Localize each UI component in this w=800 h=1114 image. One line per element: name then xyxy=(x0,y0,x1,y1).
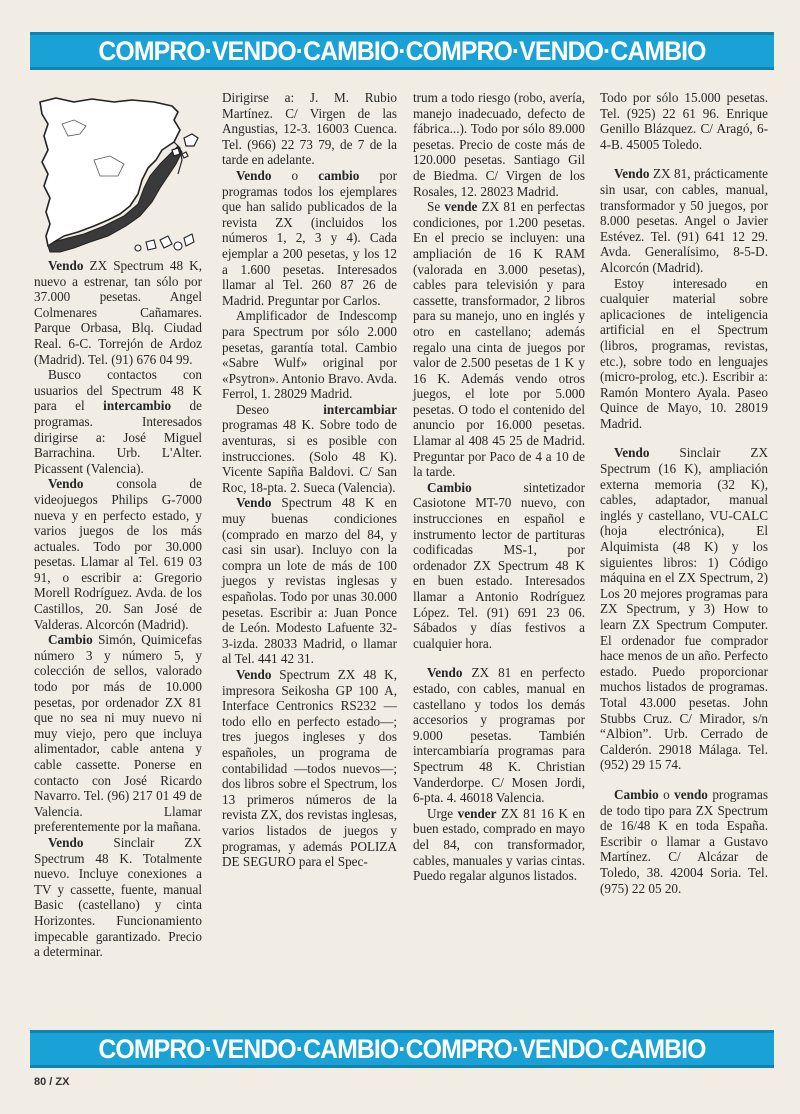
ad-continued: Todo por sólo 15.000 pesetas. Tel. (925) 22 61 96. Enrique Genillo Blázquez. C/ Aragó, 6-4-B. 45005 Toledo. xyxy=(600,90,768,152)
column-1 xyxy=(34,90,202,960)
top-banner xyxy=(30,32,774,70)
ad-continued: trum a todo riesgo (robo, avería, manejo inadecuado, defecto de fábrica...). Todo por sólo 89.000 pesetas. Precio de coste más de 120.000 pesetas. Santiago Gil de Biedma. C/ Virgen de los Rosales, 12. 28023 Madrid. xyxy=(413,90,585,199)
ad-continued: Dirigirse a: J. M. Rubio Martínez. C/ Virgen de las Angustias, 12-3. 16003 Cuenca. Tel. (966) 22 73 79, de 7 de la tarde en adelante. xyxy=(222,90,397,168)
bottom-banner xyxy=(30,1030,774,1068)
ad-7: Amplificador de Indescomp para Spectrum por sólo 2.000 pesetas, garantía total. Cambio «Sabre Wulf» original por «Psytron». Antonio Bravo. Avda. Ferrol, 1. 28029 Madrid. xyxy=(222,308,397,402)
spain-map-icon xyxy=(34,90,202,258)
bottom-banner-text: COMPRO·VENDO·CAMBIO·COMPRO·VENDO·CAMBIO xyxy=(98,1033,706,1064)
ad-2: Busco contactos con usuarios del Spectrum 48 K para el intercambio de programas. Interesados dirigirse a: José Miguel Barrachina. Urb. L'Alter. Picassent (Valencia). xyxy=(34,367,202,476)
ad-13: Vendo ZX 81 en perfecto estado, con cables, manual en castellano y todos los demás accesorios y programas por 9.000 pesetas. También intercambiaría programas para Spectrum 48 K. Christian Vanderdorpe. C/ Mosen Jordi, 6-pta. 4. 46018 Valencia. xyxy=(413,665,585,806)
ad-18: Cambio o vendo programas de todo tipo para ZX Spectrum de 16/48 K en toda España. Escribir o llamar a Gustavo Martínez. C/ Alcázar de Toledo, 38. 42004 Soria. Tel. (975) 22 05 20. xyxy=(600,786,768,896)
ad-4: Cambio Simón, Quimicefas número 3 y número 5, y colección de sellos, valorado todo por más de 10.000 pesetas, por ordenador ZX 81 que no sea ni muy nuevo ni muy viejo, pero que incluya alimentador, cable antena y cable cassette. Ponerse en contacto con José Ricardo Navarro. Tel. (96) 217 01 49 de Valencia. Llamar preferentemente por la mañana. xyxy=(34,632,202,835)
ad-16: Estoy interesado en cualquier material sobre aplicaciones de inteligencia artificial en el Spectrum (libros, programas, revistas, etc.), sobre todo en lenguajes (micro-prolog, etc.). Escribir a: Ramón Montero Ayala. Paseo Quince de Mayo, 10. 28019 Madrid. xyxy=(600,275,768,431)
top-banner-text: COMPRO·VENDO·CAMBIO·COMPRO·VENDO·CAMBIO xyxy=(98,35,706,66)
ad-10: Vendo Spectrum ZX 48 K, impresora Seikosha GP 100 A, Interface Centronics RS232 —todo ello en perfecto estado—; tres juegos ingleses y dos españoles, un programa de contabilidad —todos nuevos—; dos libros sobre el Spectrum, los 13 primeros números de la revista ZX, dos revistas inglesas, varios listados de juegos y programas, y además POLIZA DE SEGURO para el Spec- xyxy=(222,666,397,870)
ad-11: Se vende ZX 81 en perfectas condiciones, por 1.200 pesetas. En el precio se incluyen: una ampliación de 16 K RAM (valorada en 3.000 pesetas), cables para televisión y para cassette, transformador, 2 libros para su manejo, uno en inglés y otro en castellano; además regalo una cinta de juegos por valor de 2.500 pesetas de 1 K y 16 K. Además vendo otros juegos, el lote por 5.000 pesetas. O todo el contenido del anuncio por 16.000 pesetas. Llamar al 408 45 25 de Madrid. Preguntar por Paco de 4 a 10 de la tarde. xyxy=(413,199,585,480)
column-2 xyxy=(222,90,397,870)
ad-3: Vendo consola de videojuegos Philips G-7000 nueva y en perfecto estado, y varios juegos de los más actuales. Todo por 30.000 pesetas. Llamar al Tel. 619 03 91, o escribir a: Gregorio Morell Rodríguez. Avda. de los Castillos, 20. San José de Valderas. Alcorcón (Madrid). xyxy=(34,476,202,632)
column-4 xyxy=(600,90,768,896)
ad-15: Vendo ZX 81, prácticamente sin usar, con cables, manual, transformador y 50 juegos, por 8.000 pesetas. Angel o Javier Estévez. Tel. (91) 641 12 29. Avda. Generalísimo, 8-5-D. Alcorcón (Madrid). xyxy=(600,166,768,275)
ad-9: Vendo Spectrum 48 K en muy buenas condiciones (comprado en marzo del 84, y casi sin usar). Incluyo con la compra un lote de más de 100 juegos y revistas inglesas y españolas. Todo por unas 30.000 pesetas. Escribir a: Juan Ponce de León. Modesto Lafuente 32-3-izda. 28033 Madrid, o llamar al Tel. 441 42 31. xyxy=(222,495,397,667)
page-number: 80 / ZX xyxy=(34,1076,70,1088)
ad-8: Deseo intercambiar programas 48 K. Sobre todo de aventuras, si es posible con instrucciones. (Solo 48 K). Vicente Sapiña Baldovi. C/ San Roc, 18-pta. 2. Sueca (Valencia). xyxy=(222,401,397,495)
ad-1: Vendo ZX Spectrum 48 K, nuevo a estrenar, tan sólo por 37.000 pesetas. Angel Colmenares Cañamares. Parque Orbasa, Blq. Ciudad Real. 6-C. Torrejón de Ardoz (Madrid). Tel. (91) 676 04 99. xyxy=(34,258,202,367)
ad-12: Cambio sintetizador Casiotone MT-70 nuevo, con instrucciones en español e instrumento lector de partituras codificadas MS-1, por ordenador ZX Spectrum 48 K en buen estado. Interesados llamar a Antonio Rodríguez López. Tel. (91) 691 23 06. Sábados y días festivos a cualquier hora. xyxy=(413,479,585,651)
ad-17: Vendo Sinclair ZX Spectrum (16 K), ampliación externa memoria (32 K), cables, adaptador, manual inglés y castellano, VU-CALC (hoja electrónica), El Alquimista (48 K) y los siguientes libros: 1) Código máquina en el ZX Spectrum, 2) Los 20 mejores programas para ZX Spectrum, y 3) How to learn ZX Spectrum Computer. El ordenador fue comprador hace menos de un año. Perfecto estado. Puedo proporcionar muchos listados de programas. Total 43.000 pesetas. John Stubbs Cruz. C/ Mirador, s/n “Albion”. Urb. Cerrado de Calderón. 29018 Málaga. Tel. (952) 29 15 74. xyxy=(600,445,768,773)
ad-14: Urge vender ZX 81 16 K en buen estado, comprado en mayo del 84, con transformador, cables, manuales y varias cintas. Puedo regalar algunos listados. xyxy=(413,805,586,884)
ad-6: Vendo o cambio por programas todos los ejemplares que han salido publicados de la revista ZX (incluidos los números 1, 2, 3 y 4). Cada ejemplar a 200 pesetas, y los 12 a 1.600 pesetas. Interesados llamar al Tel. 260 87 26 de Madrid. Preguntar por Carlos. xyxy=(222,167,397,308)
column-3 xyxy=(413,90,585,884)
ad-5: Vendo Sinclair ZX Spectrum 48 K. Totalmente nuevo. Incluye conexiones a TV y cassette, fuente, manual Basic (castellano) y cinta Horizontes. Funcionamiento impecable garantizado. Precio a determinar. xyxy=(34,834,202,960)
